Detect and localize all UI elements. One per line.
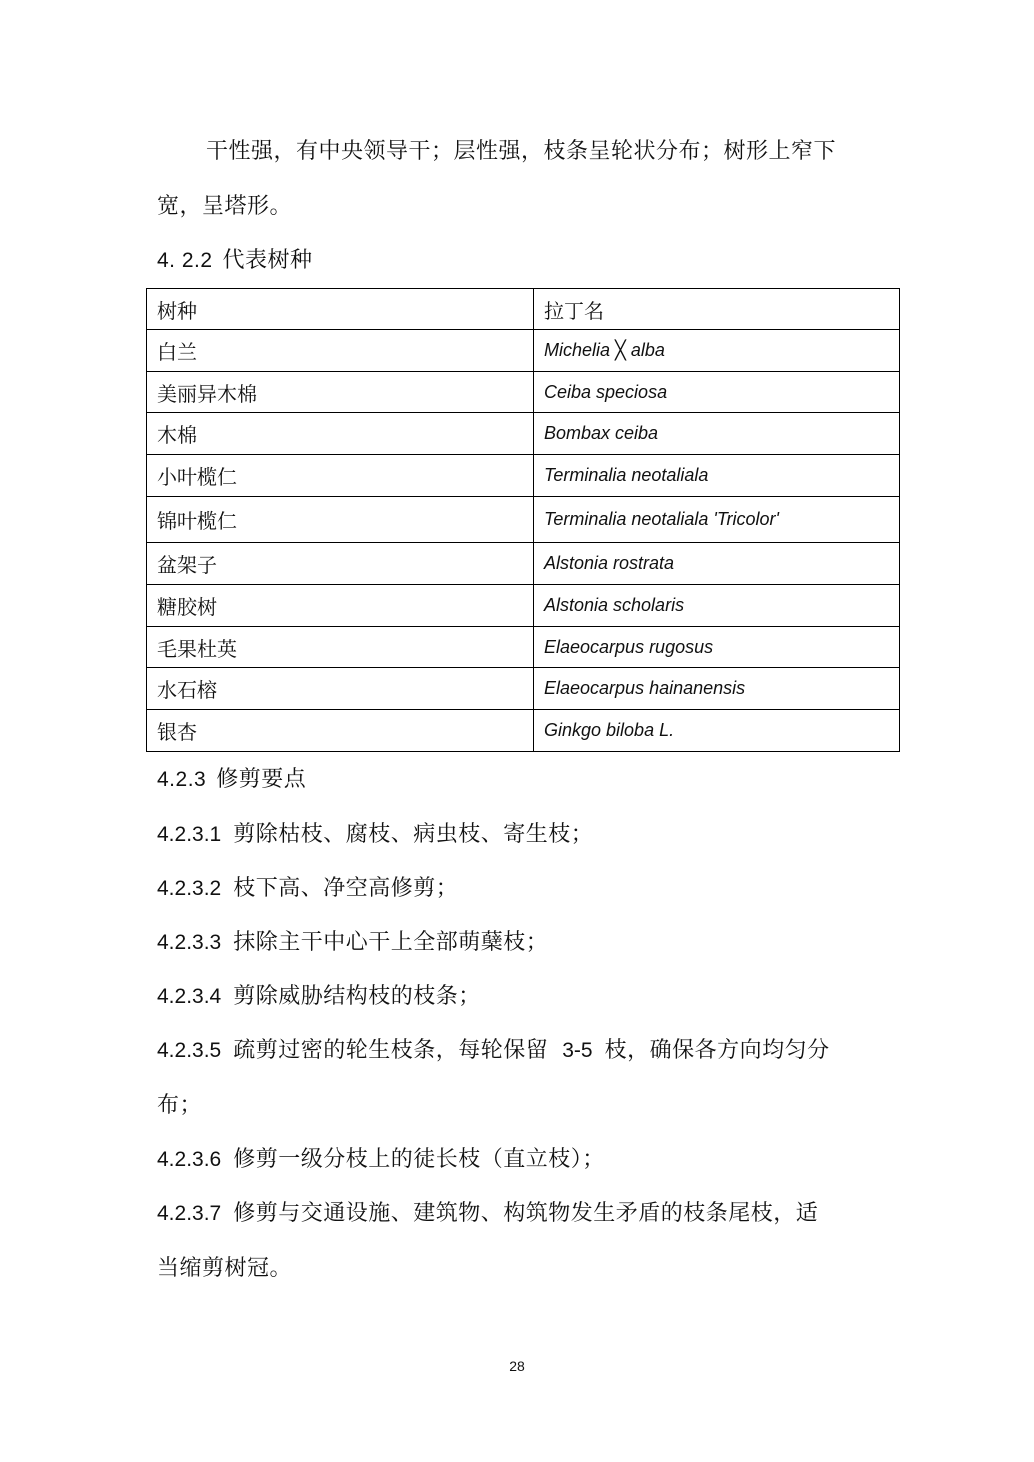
list-item	[157, 823, 593, 847]
list-item-continuation: 当缩剪树冠。	[157, 1256, 293, 1281]
list-item	[157, 877, 458, 901]
item-number: 4.2.3.6	[157, 1148, 222, 1171]
species-latin-cell: Michelia ╳ alba	[534, 330, 900, 372]
page-number: 28	[509, 1358, 525, 1374]
species-latin-cell: Ginkgo biloba L.	[534, 710, 900, 752]
table-row	[147, 413, 900, 455]
item-number: 4.2.3.5	[157, 1039, 222, 1062]
list-item	[157, 1039, 830, 1063]
species-latin-cell: Alstonia rostrata	[534, 543, 900, 585]
list-item-continuation: 布；	[157, 1093, 203, 1118]
species-latin-cell: Ceiba speciosa	[534, 372, 900, 413]
species-latin-cell: Alstonia scholaris	[534, 585, 900, 627]
header-species: 树种	[147, 289, 534, 330]
item-number: 4.2.3.2	[157, 877, 222, 900]
table-row	[147, 710, 900, 752]
table-row	[147, 627, 900, 668]
section-number: 4. 2.2	[157, 249, 213, 272]
item-text-after: 枝，确保各方向均匀分	[604, 1038, 830, 1063]
section-number: 4.2.3	[157, 768, 207, 791]
header-latin-name: 拉丁名	[534, 289, 900, 330]
item-text: 剪除枯枝、腐枝、病虫枝、寄生枝；	[233, 822, 594, 847]
species-latin-cell: Bombax ceiba	[534, 413, 900, 455]
species-latin-cell: Elaeocarpus hainanensis	[534, 668, 900, 710]
table-header-row	[147, 289, 900, 330]
table-row	[147, 330, 900, 372]
list-item	[157, 1148, 605, 1172]
item-number: 4.2.3.7	[157, 1202, 222, 1225]
section-heading-4-2-2	[157, 249, 313, 273]
item-text-number: 3-5	[562, 1039, 593, 1062]
species-cn-cell: 盆架子	[147, 543, 534, 585]
item-number: 4.2.3.1	[157, 823, 222, 846]
section-title: 修剪要点	[216, 767, 307, 792]
item-text: 疏剪过密的轮生枝条，每轮保留	[233, 1038, 549, 1063]
species-latin-cell: Elaeocarpus rugosus	[534, 627, 900, 668]
table-row	[147, 497, 900, 543]
species-cn-cell: 小叶榄仁	[147, 455, 534, 497]
species-cn-cell: 木棉	[147, 413, 534, 455]
table-row	[147, 543, 900, 585]
species-cn-cell: 美丽异木棉	[147, 372, 534, 413]
item-text: 枝下高、净空高修剪；	[233, 876, 459, 901]
section-title: 代表树种	[222, 248, 313, 273]
item-text: 修剪与交通设施、建筑物、构筑物发生矛盾的枝条尾枝，适	[233, 1201, 819, 1226]
intro-line-2: 宽，呈塔形。	[157, 194, 293, 219]
item-text: 剪除威胁结构枝的枝条；	[233, 984, 481, 1009]
item-number: 4.2.3.4	[157, 985, 222, 1008]
species-cn-cell: 水石榕	[147, 668, 534, 710]
species-cn-cell: 毛果杜英	[147, 627, 534, 668]
list-item	[157, 985, 481, 1009]
section-heading-4-2-3	[157, 768, 306, 792]
species-latin-cell: Terminalia neotaliala 'Tricolor'	[534, 497, 900, 543]
species-table	[146, 288, 900, 752]
species-cn-cell: 白兰	[147, 330, 534, 372]
table-row	[147, 372, 900, 413]
list-item	[157, 1202, 818, 1226]
table-row	[147, 585, 900, 627]
species-cn-cell: 银杏	[147, 710, 534, 752]
table-row	[147, 668, 900, 710]
table-row	[147, 455, 900, 497]
species-cn-cell: 糖胶树	[147, 585, 534, 627]
item-text: 抹除主干中心干上全部萌蘖枝；	[233, 930, 549, 955]
item-number: 4.2.3.3	[157, 931, 222, 954]
intro-line-1: 干性强，有中央领导干；层性强，枝条呈轮状分布；树形上窄下	[206, 139, 837, 164]
item-text: 修剪一级分枝上的徒长枝（直立枝）；	[233, 1147, 605, 1172]
species-latin-cell: Terminalia neotaliala	[534, 455, 900, 497]
species-cn-cell: 锦叶榄仁	[147, 497, 534, 543]
list-item	[157, 931, 548, 955]
